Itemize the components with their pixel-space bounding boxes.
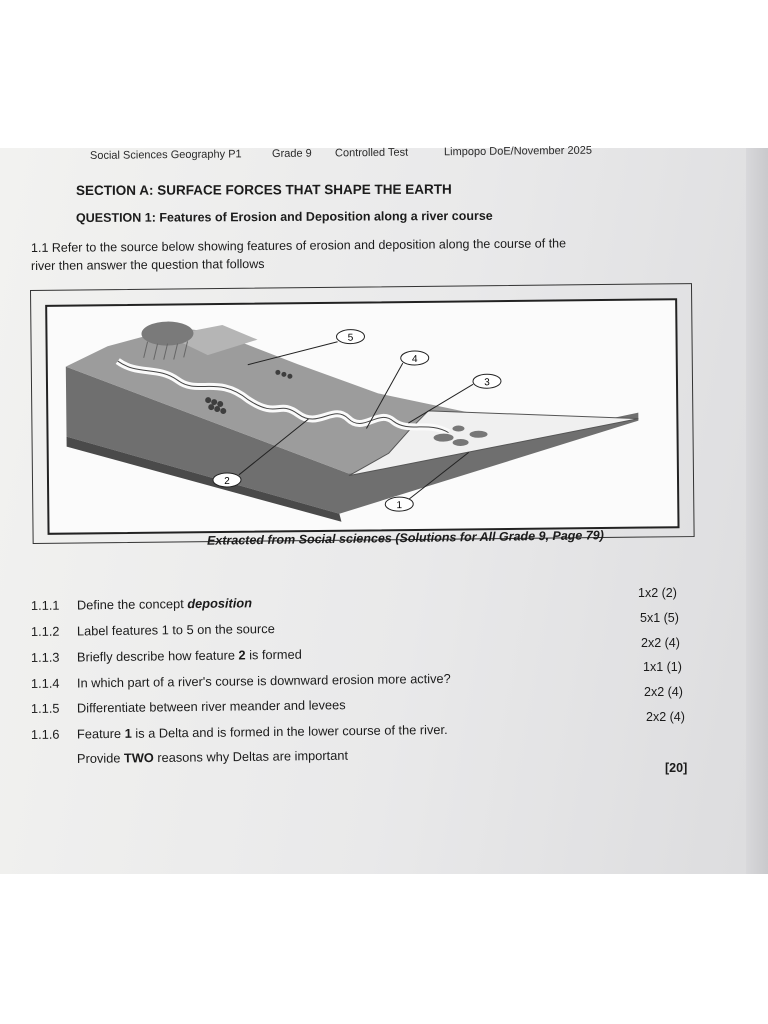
question-1-1-1 xyxy=(31,595,252,613)
marks-1-1-5: 2x2 (4) xyxy=(644,685,683,699)
question-text-tail: is formed xyxy=(245,646,302,663)
intro-line-1: 1.1 Refer to the source below showing features of erosion and deposition along the course of the xyxy=(30,236,567,255)
svg-text:1: 1 xyxy=(396,500,403,512)
question-keyword: 1 xyxy=(124,725,132,741)
question-title: QUESTION 1: Features of Erosion and Deposition along a river course xyxy=(75,208,493,225)
question-text-tail: reasons why Deltas are important xyxy=(153,747,349,766)
feature-label-4 xyxy=(401,351,429,365)
question-text: Briefly describe how feature xyxy=(76,647,239,665)
svg-text:4: 4 xyxy=(411,353,418,366)
figure-caption: Extracted from Social sciences (Solutions for All Grade 9, Page 79) xyxy=(206,528,604,548)
marks-1-1-1: 1x2 (2) xyxy=(638,586,677,600)
question-keyword: deposition xyxy=(187,595,253,612)
feature-label-2 xyxy=(213,473,241,487)
svg-text:5: 5 xyxy=(347,332,354,344)
river-course-illustration xyxy=(47,300,677,533)
question-text-tail: is a Delta and is formed in the lower course of the river. xyxy=(131,721,448,741)
marks-1-1-3: 2x2 (4) xyxy=(641,636,680,650)
marks-1-1-4: 1x1 (1) xyxy=(643,660,682,674)
question-number: 1.1.2 xyxy=(30,623,60,639)
header-test: Controlled Test xyxy=(334,146,409,160)
paper-edge xyxy=(746,148,768,874)
svg-text:2: 2 xyxy=(224,475,230,487)
feature-label-3 xyxy=(473,374,501,388)
header-grade: Grade 9 xyxy=(271,147,312,161)
question-text: Feature xyxy=(76,725,125,742)
question-1-1-2 xyxy=(31,621,275,639)
marks-1-1-2: 5x1 (5) xyxy=(640,611,679,625)
header-source: Limpopo DoE/November 2025 xyxy=(443,144,593,159)
question-text: Provide xyxy=(76,750,125,766)
svg-text:3: 3 xyxy=(484,377,490,389)
total-marks: [20] xyxy=(665,761,688,775)
question-number: 1.1.6 xyxy=(30,726,60,742)
question-text: Label features 1 to 5 on the source xyxy=(76,621,275,639)
river-diagram xyxy=(45,298,679,535)
marks-1-1-6: 2x2 (4) xyxy=(646,710,685,724)
feature-label-5 xyxy=(336,330,364,344)
question-number: 1.1.4 xyxy=(30,675,60,691)
question-keyword: TWO xyxy=(123,750,154,766)
question-text: Differentiate between river meander and levees xyxy=(76,697,346,716)
feature-label-1 xyxy=(385,497,413,511)
section-title: SECTION A: SURFACE FORCES THAT SHAPE THE EARTH xyxy=(75,181,452,198)
question-keyword: 2 xyxy=(238,647,246,663)
question-text: Define the concept xyxy=(76,596,188,613)
question-number: 1.1.5 xyxy=(30,700,60,716)
source-figure-frame xyxy=(30,283,695,544)
question-text: In which part of a river's course is downward erosion more active? xyxy=(76,670,451,691)
header-subject: Social Sciences Geography P1 xyxy=(89,148,242,162)
question-number: 1.1.1 xyxy=(30,597,60,613)
intro-line-2: river then answer the question that follows xyxy=(30,256,265,273)
question-number: 1.1.3 xyxy=(30,649,60,665)
